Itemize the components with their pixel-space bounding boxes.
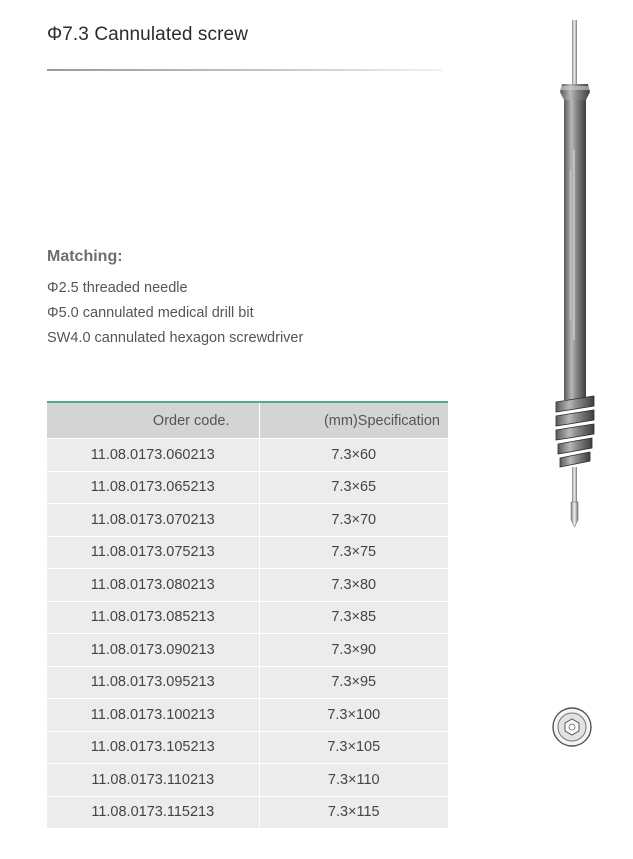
order-code-header: Order code.: [47, 402, 259, 439]
specification-header: (mm)Specification: [259, 402, 448, 439]
table-row: [47, 764, 448, 797]
specification-cell: 7.3×60: [259, 439, 448, 472]
matching-list: [47, 278, 303, 353]
table-row: [47, 699, 448, 732]
table-row: [47, 634, 448, 667]
order-code-cell: 11.08.0173.105213: [47, 731, 259, 764]
matching-heading: Matching:: [47, 248, 123, 265]
product-title: Φ7.3 Cannulated screw: [47, 24, 249, 45]
matching-item-needle: Φ2.5 threaded needle: [47, 280, 188, 296]
matching-item-drill-bit: Φ5.0 cannulated medical drill bit: [47, 305, 254, 321]
table-row: [47, 601, 448, 634]
cannulated-screw-illustration: [540, 20, 610, 535]
table-row: [47, 471, 448, 504]
screw-head-end-view-icon: [550, 705, 594, 749]
order-code-cell: 11.08.0173.070213: [47, 504, 259, 537]
matching-item-screwdriver: SW4.0 cannulated hexagon screwdriver: [47, 330, 304, 346]
order-code-cell: 11.08.0173.095213: [47, 666, 259, 699]
order-code-cell: 11.08.0173.060213: [47, 439, 259, 472]
specification-cell: 7.3×80: [259, 569, 448, 602]
specification-cell: 7.3×115: [259, 796, 448, 828]
specification-table: [47, 401, 448, 828]
specification-cell: 7.3×65: [259, 471, 448, 504]
table-header-row: [47, 402, 448, 439]
order-code-cell: 11.08.0173.110213: [47, 764, 259, 797]
specification-cell: 7.3×100: [259, 699, 448, 732]
order-code-cell: 11.08.0173.065213: [47, 471, 259, 504]
table-row: [47, 666, 448, 699]
table-row: [47, 504, 448, 537]
order-code-cell: 11.08.0173.090213: [47, 634, 259, 667]
table-row: [47, 536, 448, 569]
specification-cell: 7.3×70: [259, 504, 448, 537]
specification-cell: 7.3×110: [259, 764, 448, 797]
specification-cell: 7.3×105: [259, 731, 448, 764]
table-row: [47, 796, 448, 828]
order-code-cell: 11.08.0173.080213: [47, 569, 259, 602]
specification-cell: 7.3×75: [259, 536, 448, 569]
specification-cell: 7.3×85: [259, 601, 448, 634]
order-code-cell: 11.08.0173.100213: [47, 699, 259, 732]
table-row: [47, 731, 448, 764]
specification-cell: 7.3×95: [259, 666, 448, 699]
table-row: [47, 439, 448, 472]
order-code-cell: 11.08.0173.115213: [47, 796, 259, 828]
order-code-cell: 11.08.0173.085213: [47, 601, 259, 634]
table-row: [47, 569, 448, 602]
specification-cell: 7.3×90: [259, 634, 448, 667]
title-divider: [47, 69, 442, 71]
order-code-cell: 11.08.0173.075213: [47, 536, 259, 569]
